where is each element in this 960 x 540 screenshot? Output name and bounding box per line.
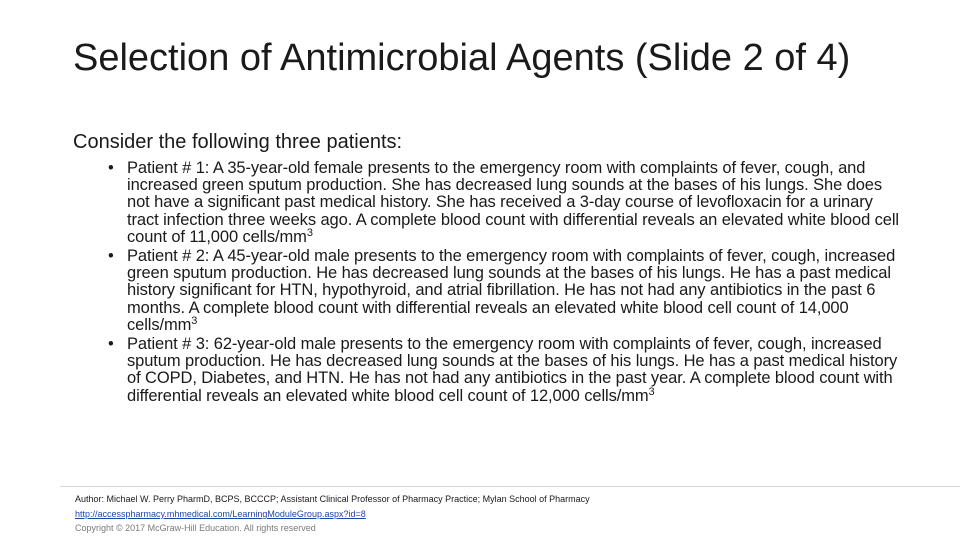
patient-item-1	[108, 160, 903, 246]
footer-link[interactable]: http://accesspharmacy.mhmedical.com/LearningModuleGroup.aspx?id=8	[75, 509, 366, 519]
bullet-icon: •	[108, 247, 114, 266]
patient-item-3	[108, 336, 903, 405]
footer-divider	[60, 486, 960, 487]
bullet-icon: •	[108, 335, 114, 354]
patient-text: Patient # 1: A 35-year-old female presents to the emergency room with complaints of fever, cough, and increased green sputum production. She has decreased lung sounds at the bases of his lungs. She does not have a significant past medical history. She has received a 3-day course of levofloxacin for a urinary tract infection three weeks ago. A complete blood count with differential reveals an elevated white blood cell count of 11,000 cells/mm	[127, 159, 900, 246]
superscript: 3	[306, 226, 313, 239]
superscript: 3	[648, 385, 655, 398]
superscript: 3	[191, 314, 198, 327]
footer-copyright: Copyright © 2017 McGraw-Hill Education. All rights reserved	[75, 523, 316, 533]
patient-item-2	[108, 248, 903, 334]
slide-title: Selection of Antimicrobial Agents (Slide 2 of 4)	[73, 37, 851, 79]
slide-intro: Consider the following three patients:	[73, 131, 403, 153]
patient-text: Patient # 3: 62-year-old male presents to the emergency room with complaints of fever, cough, increased sputum production. He has decreased lung sounds at the bases of his lungs. He has a past medical history of COPD, Diabetes, and HTN. He has not had any antibiotics in the past year. A complete blood count with differential reveals an elevated white blood cell count of 12,000 cells/mm	[127, 335, 898, 405]
patient-list	[108, 160, 903, 407]
bullet-icon: •	[108, 159, 114, 177]
patient-text: Patient # 2: A 45-year-old male presents to the emergency room with complaints of fever, cough, increased green sputum production. He has decreased lung sounds at the bases of his lungs. He has a past medical history significant for HTN, hypothyroid, and atrial fibrillation. He has not had any antibiotics in the past 6 months. A complete blood count with differential reveals an elevated white blood cell count of 14,000 cells/mm	[127, 247, 896, 334]
footer-author: Author: Michael W. Perry PharmD, BCPS, BCCCP; Assistant Clinical Professor of Pharmacy Practice; Mylan School of Pharmacy	[75, 494, 590, 504]
